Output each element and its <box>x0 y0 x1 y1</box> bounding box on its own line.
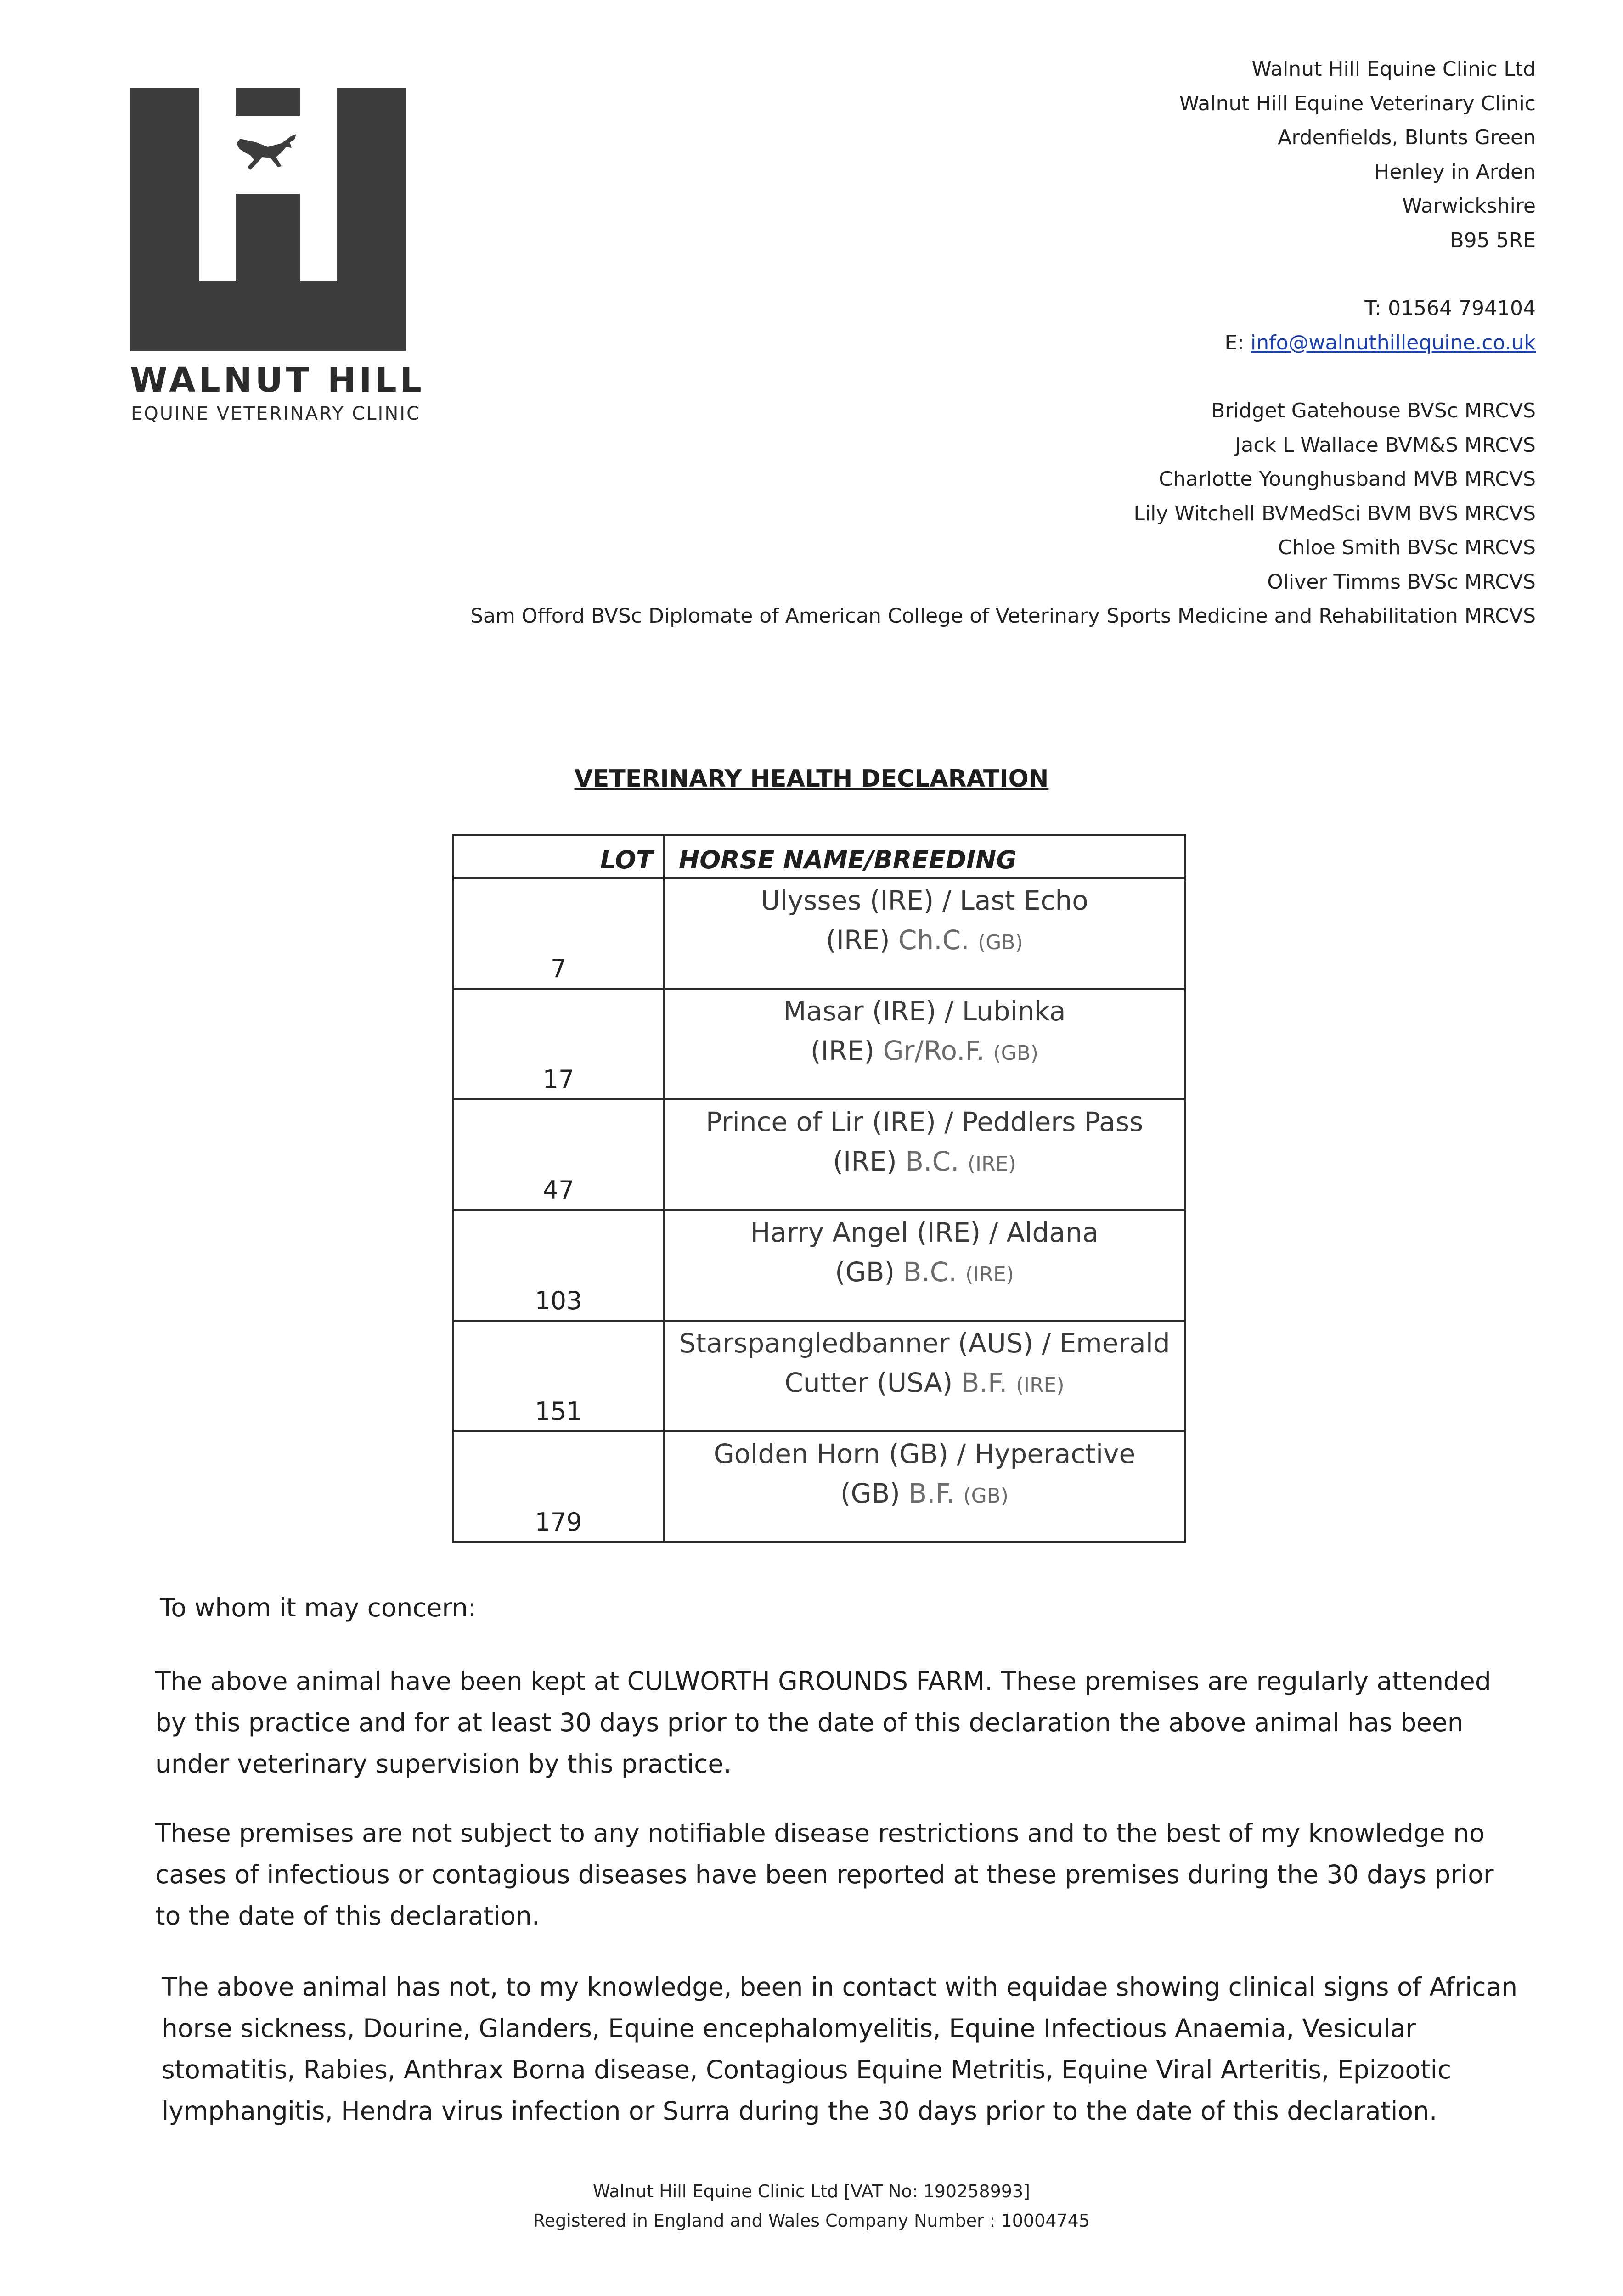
document-title: VETERINARY HEALTH DECLARATION <box>574 765 1049 793</box>
horse-origin: (IRE) <box>826 924 899 956</box>
horse-line1: Starspangledbanner (AUS) / Emerald <box>679 1328 1170 1359</box>
lot-cell: 7 <box>453 878 664 989</box>
email-label: E: <box>1224 331 1251 355</box>
logo-subtitle: EQUINE VETERINARY CLINIC <box>131 403 421 424</box>
horse-colour-sex: B.C. <box>903 1256 966 1288</box>
horse-colour-sex: Gr/Ro.F. <box>883 1035 993 1066</box>
vet-name: Lily Witchell BVMedSci BVM BVS MRCVS <box>1133 501 1536 525</box>
paragraph-restrictions: These premises are not subject to any notifiable disease restrictions and to the best of my knowledge no cases of infectious or contagious diseases have been reported at these premises during the 30 days prior to the date of this declaration. <box>155 1818 1494 1930</box>
horse-cell <box>664 878 1185 989</box>
table-header-row <box>453 835 1185 878</box>
address-line: Walnut Hill Equine Veterinary Clinic <box>1179 91 1536 115</box>
vet-name: Chloe Smith BVSc MRCVS <box>1278 536 1536 559</box>
horse-origin: (GB) <box>840 1478 909 1509</box>
footer-vat: Walnut Hill Equine Clinic Ltd [VAT No: 190258993] <box>592 2181 1030 2201</box>
address-line: Warwickshire <box>1402 194 1536 218</box>
address-line: Walnut Hill Equine Clinic Ltd <box>1251 57 1536 81</box>
horse-origin: (IRE) <box>810 1035 883 1066</box>
horse-colour-sex: B.F. <box>961 1367 1016 1398</box>
table-row <box>453 1099 1185 1210</box>
horse-line1: Golden Horn (GB) / Hyperactive <box>713 1438 1136 1469</box>
table-row <box>453 1210 1185 1321</box>
address-line: Henley in Arden <box>1374 160 1536 184</box>
email-line <box>470 326 1536 360</box>
footer-registration: Registered in England and Wales Company Number : 10004745 <box>533 2211 1090 2231</box>
clinic-header <box>470 52 1536 634</box>
logo-h-icon <box>130 88 406 351</box>
footer <box>0 2177 1623 2235</box>
lot-cell: 17 <box>453 989 664 1099</box>
horse-colour-sex: B.F. <box>908 1478 964 1509</box>
horse-line1: Harry Angel (IRE) / Aldana <box>750 1217 1099 1248</box>
lot-header: LOT <box>453 835 664 878</box>
horse-colour-sex: B.C. <box>905 1146 968 1177</box>
paragraph-diseases: The above animal has not, to my knowledge, been in contact with equidae showing clinical signs of African horse sickness, Dourine, Glanders, Equine encephalomyelitis, Equine Infectious Anaemia, Vesicular stomatitis, Rabies, Anthrax Borna disease, Contagious Equine Metritis, Equine Viral Arteritis, Epizootic lymphangitis, Hendra virus infection or Surra during the 30 days prior to the date of this declaration. <box>162 1972 1518 2126</box>
horse-country: (GB) <box>978 931 1023 954</box>
lot-cell: 151 <box>453 1321 664 1431</box>
email-link[interactable]: info@walnuthillequine.co.uk <box>1250 331 1536 355</box>
horse-cell <box>664 1431 1185 1542</box>
horse-country: (IRE) <box>1015 1373 1065 1397</box>
address-line: Ardenfields, Blunts Green <box>1278 126 1536 149</box>
horse-cell <box>664 1099 1185 1210</box>
horse-table <box>452 834 1186 1543</box>
lot-cell: 47 <box>453 1099 664 1210</box>
lot-cell: 103 <box>453 1210 664 1321</box>
vet-name: Oliver Timms BVSc MRCVS <box>1267 570 1536 594</box>
table-row <box>453 878 1185 989</box>
horse-cell <box>664 1210 1185 1321</box>
greeting: To whom it may concern: <box>160 1593 477 1622</box>
horse-line1: Prince of Lir (IRE) / Peddlers Pass <box>705 1106 1144 1137</box>
vet-name: Jack L Wallace BVM&S MRCVS <box>1235 433 1536 457</box>
phone: T: 01564 794104 <box>1364 297 1536 320</box>
table-row <box>453 989 1185 1099</box>
horse-origin: (IRE) <box>833 1146 906 1177</box>
horse-country: (IRE) <box>965 1263 1014 1286</box>
logo-name: WALNUT HILL <box>130 360 425 400</box>
horse-country: (GB) <box>963 1484 1009 1508</box>
name-header: HORSE NAME/BREEDING <box>664 835 1185 878</box>
horse-origin: Cutter (USA) <box>784 1367 961 1398</box>
table-row <box>453 1321 1185 1431</box>
horse-country: (IRE) <box>967 1152 1016 1176</box>
lot-cell: 179 <box>453 1431 664 1542</box>
table-row <box>453 1431 1185 1542</box>
horse-line1: Masar (IRE) / Lubinka <box>783 996 1066 1027</box>
vet-name: Bridget Gatehouse BVSc MRCVS <box>1211 399 1536 422</box>
address-line: B95 5RE <box>1450 228 1536 252</box>
horse-cell <box>664 1321 1185 1431</box>
vet-name: Sam Offord BVSc Diplomate of American College of Veterinary Sports Medicine and Rehabilitation MRCVS <box>470 604 1536 628</box>
logo-mark <box>130 88 406 351</box>
horse-country: (GB) <box>993 1041 1039 1065</box>
paragraph-premises: The above animal have been kept at CULWORTH GROUNDS FARM. These premises are regularly attended by this practice and for at least 30 days prior to the date of this declaration the above animal has been under veterinary supervision by this practice. <box>155 1666 1491 1778</box>
horse-cell <box>664 989 1185 1099</box>
horse-line1: Ulysses (IRE) / Last Echo <box>761 885 1088 916</box>
horse-origin: (GB) <box>835 1256 903 1288</box>
horse-colour-sex: Ch.C. <box>898 924 978 956</box>
vet-name: Charlotte Younghusband MVB MRCVS <box>1159 467 1536 491</box>
